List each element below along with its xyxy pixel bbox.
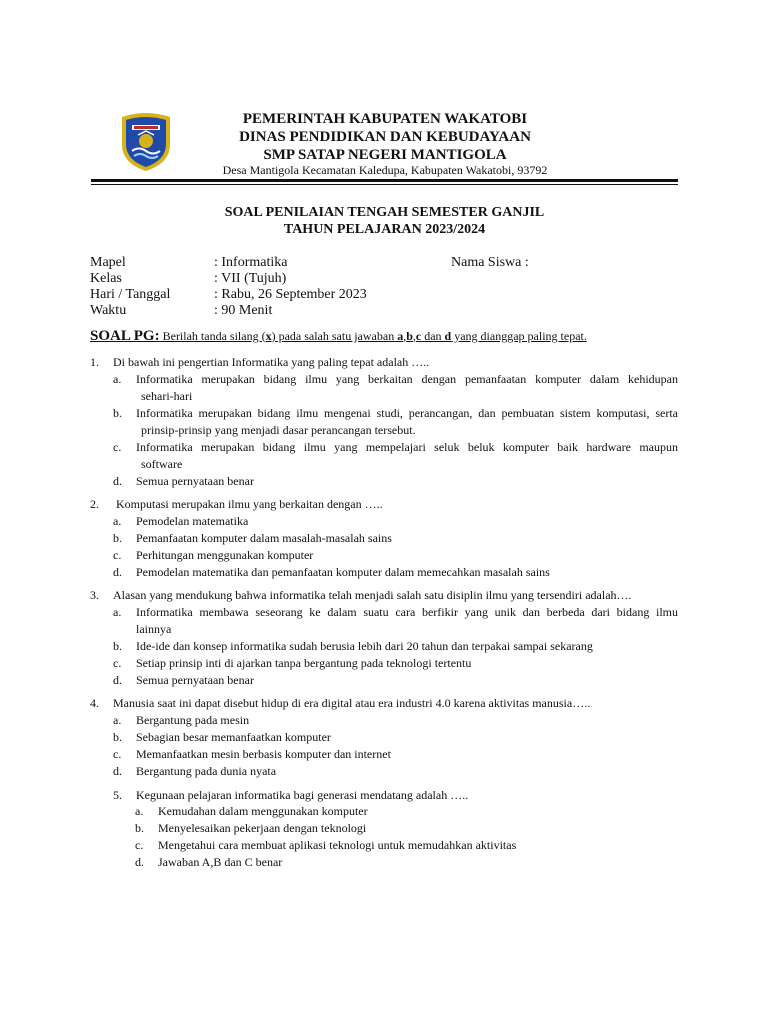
question-5-option-c: c. Mengetahui cara membuat aplikasi teknologi untuk memudahkan aktivitas [135,838,517,852]
question-1: 1. Di bawah ini pengertian Informatika yang paling tepat adalah ….. [90,355,430,369]
question-4-option-b: b. Sebagian besar memanfaatkan komputer [113,730,331,744]
header-line-school: SMP SATAP NEGERI MANTIGOLA [263,147,507,163]
question-3: 3. Alasan yang mendukung bahwa informatika telah menjadi salah satu disiplin ilmu yang tersendiri adalah…. [90,588,632,602]
question-5-option-b: b. Menyelesaikan pekerjaan dengan teknologi [135,821,367,835]
question-3-option-d: d. Semua pernyataan benar [113,673,254,687]
header-address: Desa Mantigola Kecamatan Kaledupa, Kabupaten Wakatobi, 93792 [222,163,548,177]
question-3-option-a: a. Informatika membawa seseorang ke dalam suatu cara berfikir yang unik dan berbeda dari bidang ilmu lainnya [113,605,678,636]
info-value-tanggal: : Rabu, 26 September 2023 [214,287,367,302]
question-1-option-b: b. Informatika merupakan bidang ilmu mengenai studi, perancangan, dan pembuatan sistem komputasi, serta prinsip-prinsip yang menjadi dasar perancangan tersebut. [113,406,678,437]
letterhead-rule-thick [91,179,678,182]
question-5-option-a: a. Kemudahan dalam menggunakan komputer [135,804,368,818]
question-5: 5. Kegunaan pelajaran informatika bagi generasi mendatang adalah ….. [113,788,469,802]
regency-crest-icon [118,111,174,173]
question-2-option-a: a. Pemodelan matematika [113,514,249,528]
question-3-option-c: c. Setiap prinsip inti di ajarkan tanpa bergantung pada teknologi tertentu [113,656,472,670]
instructions-lead: SOAL PG: [90,328,160,344]
exam-year: TAHUN PELAJARAN 2023/2024 [283,222,486,237]
question-4-option-d: d. Bergantung pada dunia nyata [113,764,277,778]
info-value-waktu: : 90 Menit [214,303,273,318]
info-label-tanggal: Hari / Tanggal [90,287,171,302]
info-label-kelas: Kelas [90,271,122,286]
question-4: 4. Manusia saat ini dapat disebut hidup di era digital atau era industri 4.0 karena aktivitas manusia….. [90,696,591,710]
header-line-government: PEMERINTAH KABUPATEN WAKATOBI [242,111,528,127]
info-value-mapel: : Informatika [214,255,288,270]
info-label-mapel: Mapel [90,255,126,270]
question-1-option-a: a. Informatika merupakan bidang ilmu yang berkaitan dengan pemanfaatan komputer dalam kehidupan sehari-hari [113,372,678,403]
question-2: 2. Komputasi merupakan ilmu yang berkaitan dengan ….. [90,497,383,511]
instructions: SOAL PG: Berilah tanda silang (x) pada salah satu jawaban a,b,c dan d yang dianggap paling tepat. [90,328,587,344]
question-2-option-c: c. Perhitungan menggunakan komputer [113,548,314,562]
exam-title: SOAL PENILAIAN TENGAH SEMESTER GANJIL [224,205,545,220]
student-name-label: Nama Siswa : [451,255,529,270]
question-5-option-d: d. Jawaban A,B dan C benar [135,855,283,869]
question-1-option-c: c. Informatika merupakan bidang ilmu yang mempelajari seluk beluk komputer baik hardware maupun software [113,440,678,471]
question-4-option-a: a. Bergantung pada mesin [113,713,250,727]
question-3-option-b: b. Ide-ide dan konsep informatika sudah berusia lebih dari 20 tahun dan terpakai sampai sekarang [113,639,593,653]
question-4-option-c: c. Memanfaatkan mesin berbasis komputer dan internet [113,747,391,761]
letterhead-rule-thin [91,184,678,185]
question-2-option-d: d. Pemodelan matematika dan pemanfaatan komputer dalam memecahkan masalah sains [113,565,550,579]
info-value-kelas: : VII (Tujuh) [214,271,287,286]
header-line-department: DINAS PENDIDIKAN DAN KEBUDAYAAN [239,129,531,145]
info-label-waktu: Waktu [90,303,127,318]
question-1-option-d: d. Semua pernyataan benar [113,474,254,488]
question-2-option-b: b. Pemanfaatan komputer dalam masalah-masalah sains [113,531,392,545]
